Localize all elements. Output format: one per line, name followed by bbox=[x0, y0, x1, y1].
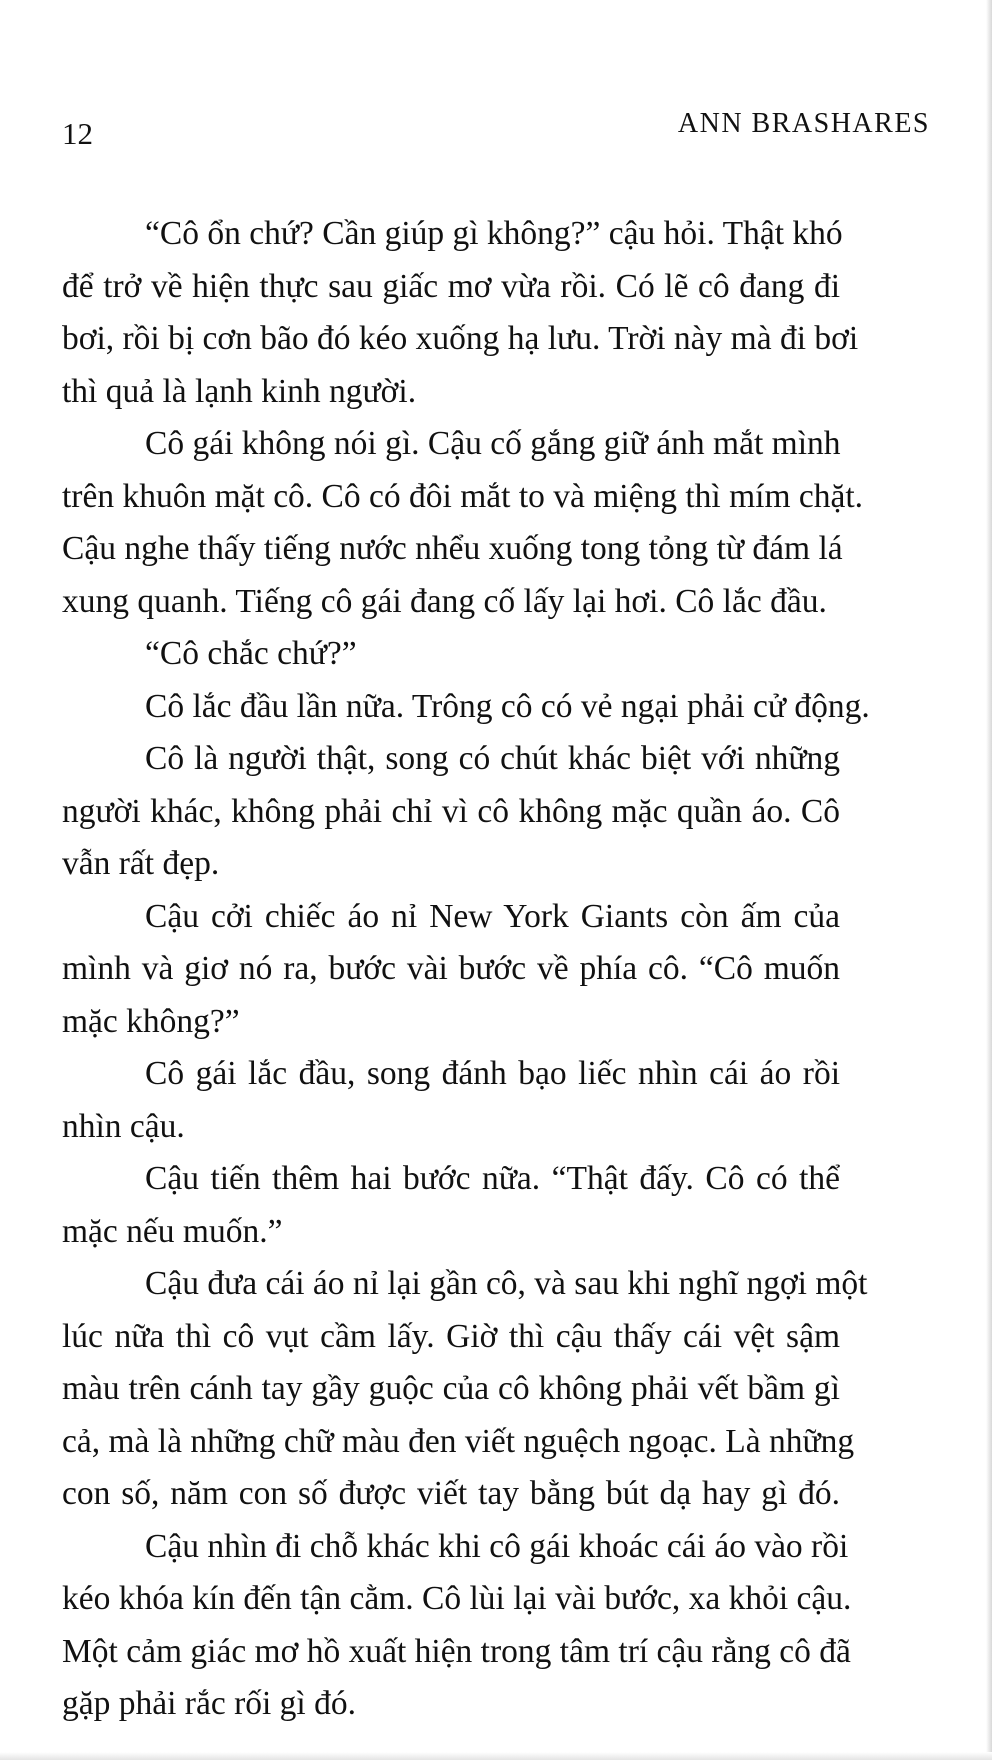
text-line: Cô lắc đầu lần nữa. Trông cô có vẻ ngại phải cử động. bbox=[145, 687, 870, 725]
text-line: vẫn rất đẹp. bbox=[62, 845, 220, 882]
text-line: màu trên cánh tay gầy guộc của cô không phải vết bầm gì bbox=[62, 1370, 840, 1407]
text-line: Cậu đưa cái áo nỉ lại gần cô, và sau khi nghĩ ngợi một bbox=[145, 1265, 868, 1302]
text-line: Cô gái lắc đầu, song đánh bạo liếc nhìn cái áo rồi bbox=[145, 1055, 840, 1092]
text-line: để trở về hiện thực sau giấc mơ vừa rồi. Có lẽ cô đang đi bbox=[62, 267, 840, 305]
text-line: “Cô chắc chứ?” bbox=[145, 635, 357, 672]
running-head-author: ANN BRASHARES bbox=[677, 108, 930, 139]
text-line: Một cảm giác mơ hồ xuất hiện trong tâm trí cậu rằng cô đã bbox=[62, 1632, 851, 1670]
text-line: bơi, rồi bị cơn bão đó kéo xuống hạ lưu. Trời này mà đi bơi bbox=[62, 320, 859, 357]
text-line: thì quả là lạnh kinh người. bbox=[62, 372, 417, 410]
text-line: xung quanh. Tiếng cô gái đang cố lấy lại hơi. Cô lắc đầu. bbox=[62, 582, 827, 620]
text-line: Cô là người thật, song có chút khác biệt với những bbox=[145, 740, 840, 777]
text-line: con số, năm con số được viết tay bằng bút dạ hay gì đó. bbox=[62, 1475, 840, 1512]
body-text bbox=[62, 208, 870, 1731]
paragraph bbox=[62, 681, 870, 734]
text-line: nhìn cậu. bbox=[62, 1107, 185, 1145]
page-number: 12 bbox=[62, 116, 93, 151]
paragraph bbox=[62, 628, 840, 681]
paragraph bbox=[62, 1048, 840, 1153]
text-line: mình và giơ nó ra, bước vài bước về phía cô. “Cô muốn bbox=[62, 950, 840, 987]
text-line: Cậu nghe thấy tiếng nước nhểu xuống tong tỏng từ đám lá bbox=[62, 530, 843, 567]
paragraph bbox=[62, 891, 840, 1049]
text-line: gặp phải rắc rối gì đó. bbox=[62, 1685, 356, 1722]
text-line: trên khuôn mặt cô. Cô có đôi mắt to và miệng thì mím chặt. bbox=[62, 477, 864, 515]
text-line: người khác, không phải chỉ vì cô không mặc quần áo. Cô bbox=[62, 792, 840, 830]
text-line: mặc nếu muốn.” bbox=[62, 1212, 283, 1250]
text-line: Cô gái không nói gì. Cậu cố gắng giữ ánh mắt mình bbox=[145, 425, 841, 462]
paragraph bbox=[62, 208, 859, 418]
paragraph bbox=[62, 1153, 840, 1258]
text-line: “Cô ổn chứ? Cần giúp gì không?” cậu hỏi. Thật khó bbox=[145, 215, 843, 252]
paragraph bbox=[62, 1521, 852, 1731]
text-line: mặc không?” bbox=[62, 1002, 240, 1040]
text-line: Cậu nhìn đi chỗ khác khi cô gái khoác cái áo vào rồi bbox=[145, 1527, 849, 1565]
page-edge-shadow bbox=[986, 0, 992, 1760]
paragraph bbox=[62, 1258, 868, 1521]
paragraph bbox=[62, 418, 864, 628]
page-bottom-shadow bbox=[0, 1752, 992, 1760]
text-line: lúc nữa thì cô vụt cầm lấy. Giờ thì cậu thấy cái vệt sậm bbox=[62, 1317, 840, 1355]
text-line: cả, mà là những chữ màu đen viết nguệch ngoạc. Là những bbox=[62, 1422, 855, 1460]
text-line: Cậu cởi chiếc áo nỉ New York Giants còn ấm của bbox=[145, 897, 840, 935]
paragraph bbox=[62, 733, 840, 891]
text-line: kéo khóa kín đến tận cằm. Cô lùi lại vài bước, xa khỏi cậu. bbox=[62, 1580, 852, 1617]
text-line: Cậu tiến thêm hai bước nữa. “Thật đấy. Cô có thể bbox=[145, 1160, 840, 1197]
